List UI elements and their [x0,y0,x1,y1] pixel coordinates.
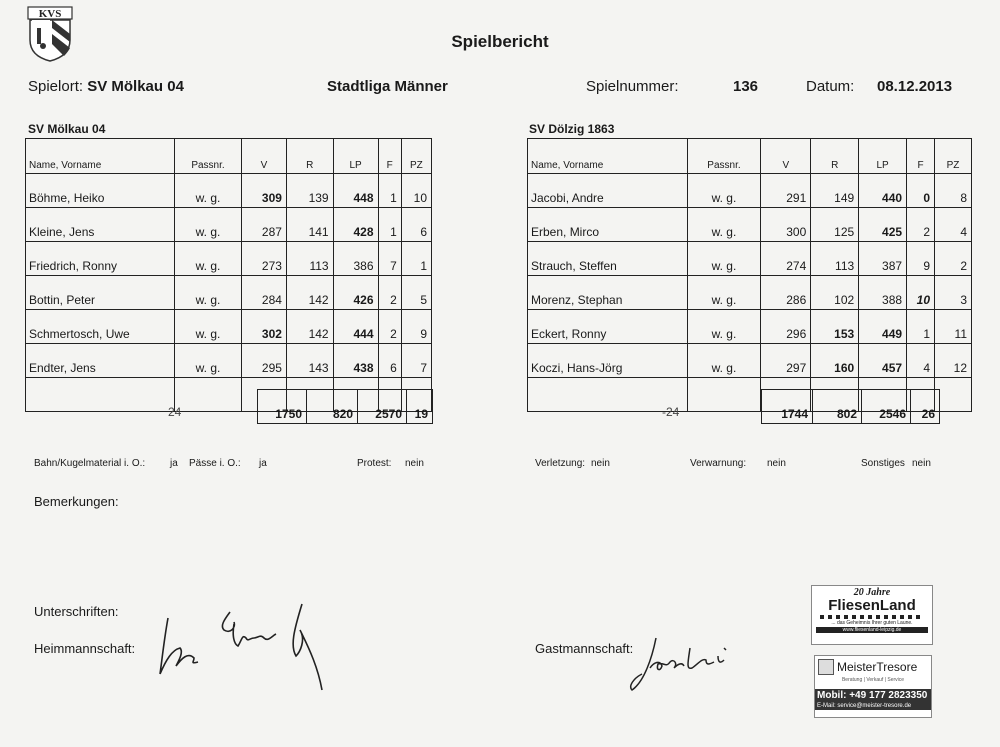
player-v: 296 [761,310,811,344]
player-pass: w. g. [175,208,242,242]
player-name: Erben, Mirco [528,208,688,242]
table-header-row [528,139,972,174]
table-row [528,208,972,242]
player-name: Schmertosch, Uwe [26,310,175,344]
player-r: 113 [286,242,333,276]
player-lp: 425 [859,208,907,242]
verwarnung-label: Verwarnung: [690,458,747,469]
table-row [26,276,432,310]
total-lp: 2570 [358,390,407,424]
player-r: 160 [811,344,859,378]
table-row [26,242,432,276]
player-f: 0 [907,174,935,208]
col-pass: Passnr. [687,139,761,174]
table-row [528,310,972,344]
safe-icon [818,659,834,675]
col-name: Name, Vorname [26,139,175,174]
verletzung-value: nein [591,458,610,469]
guest-team-name: SV Dölzig 1863 [529,122,615,136]
total-v: 1750 [258,390,307,424]
player-f: 7 [378,242,401,276]
table-row [26,174,432,208]
player-v: 291 [761,174,811,208]
player-name: Bottin, Peter [26,276,175,310]
col-pz: PZ [401,139,431,174]
svg-text:KVS: KVS [38,8,62,20]
player-lp: 388 [859,276,907,310]
player-pass: w. g. [175,310,242,344]
datum-value: 08.12.2013 [877,78,953,95]
player-pz: 12 [935,344,972,378]
meister-mail: E-Mail: service@meister-tresore.de [815,702,931,710]
player-v: 297 [761,344,811,378]
meister-name: MeisterTresore [837,660,918,674]
player-r: 102 [811,276,859,310]
player-v: 286 [761,276,811,310]
bahn-value: ja [170,458,178,469]
player-lp: 440 [859,174,907,208]
spielort [28,78,184,95]
player-pz: 3 [935,276,972,310]
player-pz: 11 [935,310,972,344]
player-lp: 457 [859,344,907,378]
spielnummer-label: Spielnummer: [586,78,679,95]
player-pass: w. g. [175,276,242,310]
total-r: 820 [307,390,358,424]
home-signature [150,590,330,700]
player-f: 9 [907,242,935,276]
col-lp: LP [333,139,378,174]
total-r: 802 [813,390,862,424]
player-pass: w. g. [687,242,761,276]
total-lp: 2546 [862,390,911,424]
paesse-value: ja [259,458,267,469]
player-name: Kleine, Jens [26,208,175,242]
meister-sub: Beratung | Verkauf | Service [841,677,905,683]
player-pz: 5 [401,276,431,310]
player-f: 1 [378,174,401,208]
verletzung-label: Verletzung: [535,458,586,469]
player-pz: 6 [401,208,431,242]
bahn-label: Bahn/Kugelmaterial i. O.: [34,458,146,469]
sonstiges-label: Sonstiges [861,458,905,469]
player-r: 149 [811,174,859,208]
player-pass: w. g. [175,174,242,208]
datum-label: Datum: [806,78,855,95]
player-v: 309 [241,174,286,208]
table-row [528,174,972,208]
player-f: 1 [907,310,935,344]
meistertresore-ad [814,655,932,718]
col-name: Name, Vorname [528,139,688,174]
col-v: V [761,139,811,174]
player-lp: 386 [333,242,378,276]
fliesen-url: www.fliesenland-leipzig.de [816,627,928,633]
player-lp: 448 [333,174,378,208]
player-pz: 7 [401,344,431,378]
player-pass: w. g. [687,276,761,310]
player-v: 273 [241,242,286,276]
fliesen-slogan: ... das Geheimnis Ihrer guten Laune. [831,620,913,626]
col-f: F [907,139,935,174]
spielort-value: SV Mölkau 04 [87,78,184,95]
col-f: F [378,139,401,174]
player-r: 142 [286,276,333,310]
player-name: Friedrich, Ronny [26,242,175,276]
heim-label: Heimmannschaft: [34,641,136,656]
player-r: 141 [286,208,333,242]
player-pass: w. g. [687,310,761,344]
table-row [26,344,432,378]
player-lp: 444 [333,310,378,344]
home-team-name: SV Mölkau 04 [28,122,106,136]
checker-strip [820,615,924,619]
player-r: 143 [286,344,333,378]
player-v: 300 [761,208,811,242]
col-v: V [241,139,286,174]
player-r: 113 [811,242,859,276]
player-name: Strauch, Steffen [528,242,688,276]
player-lp: 438 [333,344,378,378]
player-lp: 426 [333,276,378,310]
player-f: 1 [378,208,401,242]
player-name: Böhme, Heiko [26,174,175,208]
total-v: 1744 [762,390,813,424]
player-name: Endter, Jens [26,344,175,378]
player-lp: 387 [859,242,907,276]
spielnummer-value: 136 [733,78,759,95]
player-pass: w. g. [175,344,242,378]
fliesenland-ad [811,585,933,645]
table-row [26,208,432,242]
player-name: Jacobi, Andre [528,174,688,208]
player-name: Morenz, Stephan [528,276,688,310]
fliesen-name: FliesenLand [828,597,916,614]
player-r: 125 [811,208,859,242]
table-row [26,310,432,344]
col-pz: PZ [935,139,972,174]
player-pz: 8 [935,174,972,208]
player-r: 153 [811,310,859,344]
bemerkungen-label: Bemerkungen: [34,494,119,509]
protest-label: Protest: [357,458,392,469]
table-header-row [26,139,432,174]
table-row [528,242,972,276]
player-pass: w. g. [175,242,242,276]
player-pass: w. g. [687,174,761,208]
player-f: 2 [907,208,935,242]
table-row [528,276,972,310]
home-table [25,138,432,412]
fliesen-top: 20 Jahre [853,587,891,598]
col-r: R [286,139,333,174]
col-pass: Passnr. [175,139,242,174]
player-r: 139 [286,174,333,208]
page-title: Spielbericht [451,32,549,51]
gast-label: Gastmannschaft: [535,641,634,656]
player-pz: 10 [401,174,431,208]
player-v: 274 [761,242,811,276]
home-diff: 24 [168,405,182,419]
table-row [528,344,972,378]
col-r: R [811,139,859,174]
player-f: 4 [907,344,935,378]
player-name: Eckert, Ronny [528,310,688,344]
player-v: 287 [241,208,286,242]
player-r: 142 [286,310,333,344]
meister-mobil: Mobil: +49 177 2823350 [815,689,931,702]
player-pz: 2 [935,242,972,276]
player-f: 10 [907,276,935,310]
guest-signature [620,628,750,698]
total-f: 19 [407,390,433,424]
verwarnung-value: nein [767,458,786,469]
protest-value: nein [405,458,424,469]
player-v: 295 [241,344,286,378]
player-pz: 1 [401,242,431,276]
guest-table [527,138,972,412]
player-pz: 4 [935,208,972,242]
liga: Stadtliga Männer [327,78,448,95]
player-v: 302 [241,310,286,344]
player-pass: w. g. [687,208,761,242]
player-f: 2 [378,276,401,310]
player-f: 6 [378,344,401,378]
col-lp: LP [859,139,907,174]
player-v: 284 [241,276,286,310]
player-lp: 449 [859,310,907,344]
player-lp: 428 [333,208,378,242]
player-f: 2 [378,310,401,344]
player-name: Koczi, Hans-Jörg [528,344,688,378]
paesse-label: Pässe i. O.: [189,458,241,469]
player-pass: w. g. [687,344,761,378]
guest-diff: -24 [662,405,680,419]
guest-totals [761,389,940,424]
player-pz: 9 [401,310,431,344]
sonstiges-value: nein [912,458,931,469]
unterschriften-label: Unterschriften: [34,604,119,619]
home-totals [257,389,433,424]
spielort-label: Spielort: [28,78,84,95]
total-f: 26 [911,390,940,424]
